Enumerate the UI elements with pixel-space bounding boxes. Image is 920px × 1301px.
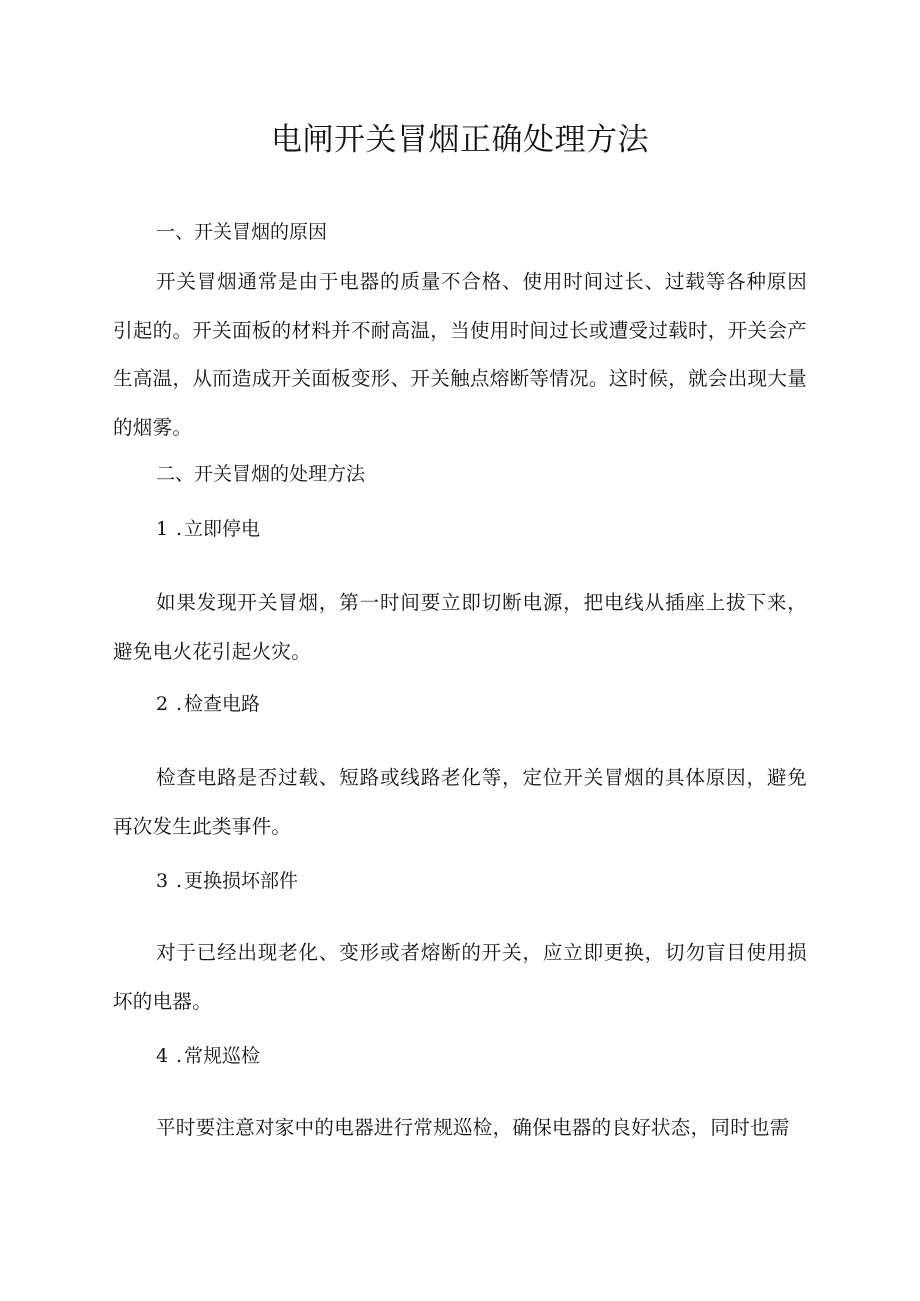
section-heading-causes: 一、开关冒烟的原因 [156, 221, 328, 243]
step-label: 常规巡检 [184, 1045, 261, 1067]
section-heading-handling: 二、开关冒烟的处理方法 [156, 463, 366, 485]
step-number: 1 [156, 518, 169, 540]
step-4-heading: 4 . 常规巡检 [156, 1042, 260, 1070]
step-1-paragraph: 如果发现开关冒烟，第一时间要立即切断电源，把电线从插座上拔下来，避免电火花引起火灾。 [113, 591, 807, 663]
step-number: 2 [156, 693, 169, 715]
step-label: 检查电路 [184, 693, 261, 715]
step-3-heading: 3 . 更换损坏部件 [156, 867, 298, 895]
step-4-paragraph: 平时要注意对家中的电器进行常规巡检，确保电器的良好状态，同时也需 [156, 1116, 790, 1139]
page-title: 电闸开关冒烟正确处理方法 [271, 122, 649, 158]
step-2-paragraph: 检查电路是否过载、短路或线路老化等，定位开关冒烟的具体原因，避免再次发生此类事件。 [113, 766, 807, 838]
step-1-heading: 1 . 立即停电 [156, 515, 260, 543]
step-label: 更换损坏部件 [184, 870, 299, 892]
step-3-paragraph: 对于已经出现老化、变形或者熔断的开关，应立即更换，切勿盲目使用损坏的电器。 [113, 941, 807, 1013]
step-2-heading: 2 . 检查电路 [156, 690, 260, 718]
step-number: 3 [156, 870, 169, 892]
step-number: 4 [156, 1045, 169, 1067]
step-label: 立即停电 [184, 518, 261, 540]
causes-paragraph: 开关冒烟通常是由于电器的质量不合格、使用时间过长、过载等各种原因引起的。开关面板的材料并不耐高温，当使用时间过长或遭受过载时，开关会产生高温，从而造成开关面板变形、开关触点熔断等情况。这时候，就会出现大量的烟雾。 [113, 270, 807, 440]
